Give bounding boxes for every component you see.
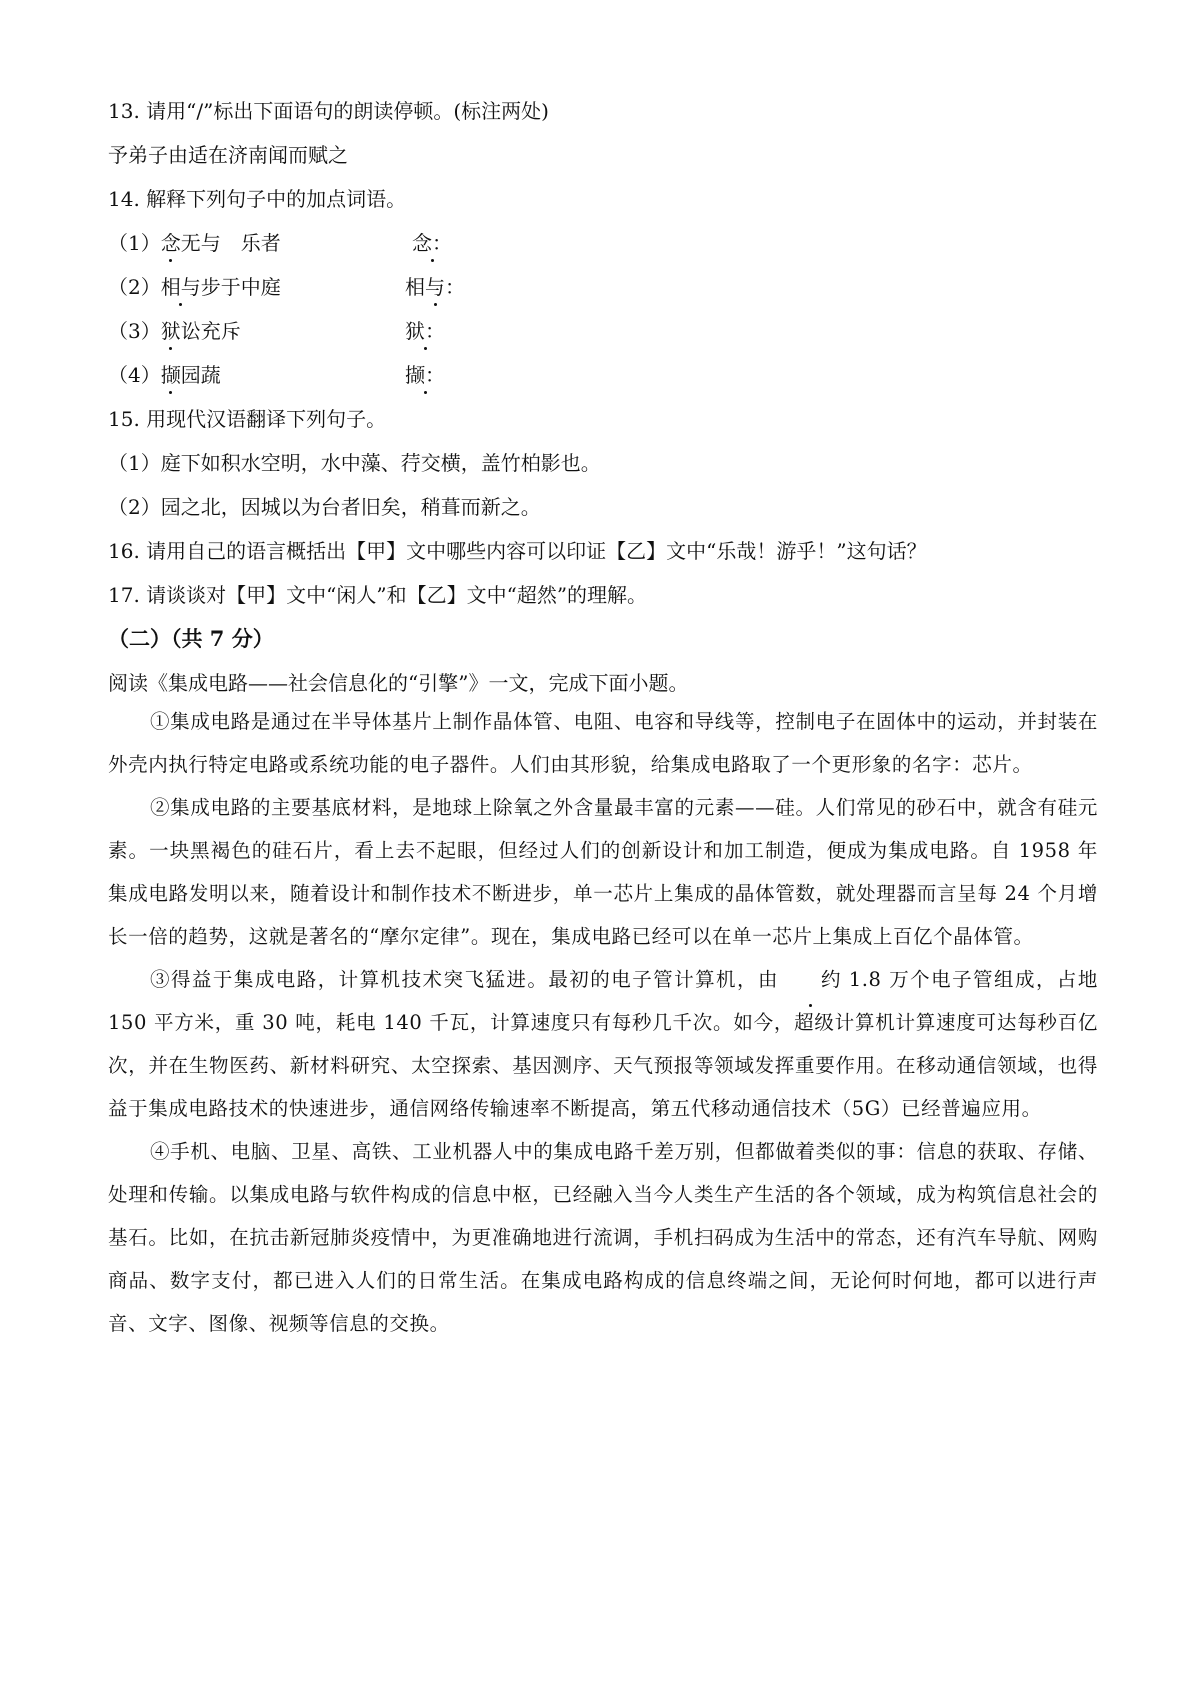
answer-label: 撷： (405, 363, 445, 387)
q14-item-rest: 无与 乐者 (180, 231, 281, 255)
q14-answer-3 (405, 318, 445, 344)
paragraph-1: ①集成电路是通过在半导体基片上制作晶体管、电阻、电容和导线等，控制电子在固体中的运动，并封装在外壳内执行特定电路或系统功能的电子器件。人们由其形貌，给集成电路取了一个更形象的名字：芯片。 (108, 710, 1098, 776)
q14-item-rest: 步于中庭 (200, 275, 281, 299)
q14-item-4 (108, 362, 221, 388)
section-heading: （二）（共 7 分） (108, 626, 274, 651)
q14-item-rest: 讼充斥 (180, 319, 241, 343)
q14-item-rest: 园蔬 (180, 363, 221, 387)
q17-prompt: 17. 请谈谈对【甲】文中“闲人”和【乙】文中“超然”的理解。 (108, 583, 648, 607)
dotted-word: 狱 (160, 319, 181, 343)
dotted-word: 撷 (160, 363, 181, 387)
q15-prompt: 15. 用现代汉语翻译下列句子。 (108, 407, 387, 431)
dotted-word: 相与 (160, 275, 201, 299)
q14-item-num: （1） (108, 231, 161, 255)
q13-sentence: 予弟子由适在济南闻而赋之 (108, 143, 348, 167)
answer-label: 相与： (405, 275, 465, 299)
dotted-word: 约 (779, 958, 841, 1001)
q14-prompt: 14. 解释下列句子中的加点词语。 (108, 187, 407, 211)
q16-prompt: 16. 请用自己的语言概括出【甲】文中哪些内容可以印证【乙】文中“乐哉！游乎！”这句话？ (108, 539, 927, 563)
q13-prompt: 13. 请用“/”标出下面语句的朗读停顿。(标注两处) (108, 99, 549, 123)
paragraph-3 (108, 958, 1098, 1130)
q14-item-num: （3） (108, 319, 161, 343)
section-intro: 阅读《集成电路——社会信息化的“引擎”》一文，完成下面小题。 (108, 671, 689, 695)
q14-item-1 (108, 230, 281, 256)
q14-answer-1 (412, 230, 452, 256)
q15-item-1: （1）庭下如积水空明，水中藻、荇交横，盖竹柏影也。 (108, 451, 601, 475)
answer-label: 狱： (405, 319, 445, 343)
q14-item-2 (108, 274, 281, 300)
paragraph-3-text-a: ③得益于集成电路，计算机技术突飞猛进。最初的电子管计算机，由 (150, 968, 779, 991)
dotted-word: 念 (160, 231, 181, 255)
answer-label: 念： (412, 231, 452, 255)
passage (108, 700, 1098, 1345)
q15-item-2: （2）园之北，因城以为台者旧矣，稍葺而新之。 (108, 495, 541, 519)
paragraph-3-text-b: 1.8 万个电子管组成，占地 150 平方米，重 30 吨，耗电 140 千瓦，计算速度只有每秒几千次。如今，超级计算机计算速度可达每秒百亿次，并在生物医药、新材料研究、太空探索、基因测序、天气预报等领域发挥重要作用。在移动通信领域，也得益于集成电路技术的快速进步，通信网络传输速率不断提高，第五代移动通信技术（5G）已经普遍应用。 (108, 968, 1098, 1120)
q14-item-num: （4） (108, 363, 161, 387)
q14-item-3 (108, 318, 241, 344)
paragraph-2: ②集成电路的主要基底材料，是地球上除氧之外含量最丰富的元素——硅。人们常见的砂石中，就含有硅元素。一块黑褐色的硅石片，看上去不起眼，但经过人们的创新设计和加工制造，便成为集成电路。自 1958 年集成电路发明以来，随着设计和制作技术不断进步，单一芯片上集成的晶体管数，就处理器而言呈每 24 个月增长一倍的趋势，这就是著名的“摩尔定律”。现在，集成电路已经可以在单一芯片上集成上百亿个晶体管。 (108, 796, 1098, 948)
q14-item-num: （2） (108, 275, 161, 299)
q14-answer-4 (405, 362, 445, 388)
paragraph-4: ④手机、电脑、卫星、高铁、工业机器人中的集成电路千差万别，但都做着类似的事：信息的获取、存储、处理和传输。以集成电路与软件构成的信息中枢，已经融入当今人类生产生活的各个领域，成为构筑信息社会的基石。比如，在抗击新冠肺炎疫情中，为更准确地进行流调，手机扫码成为生活中的常态，还有汽车导航、网购商品、数字支付，都已进入人们的日常生活。在集成电路构成的信息终端之间，无论何时何地，都可以进行声音、文字、图像、视频等信息的交换。 (108, 1140, 1098, 1335)
q14-answer-2 (405, 274, 465, 300)
